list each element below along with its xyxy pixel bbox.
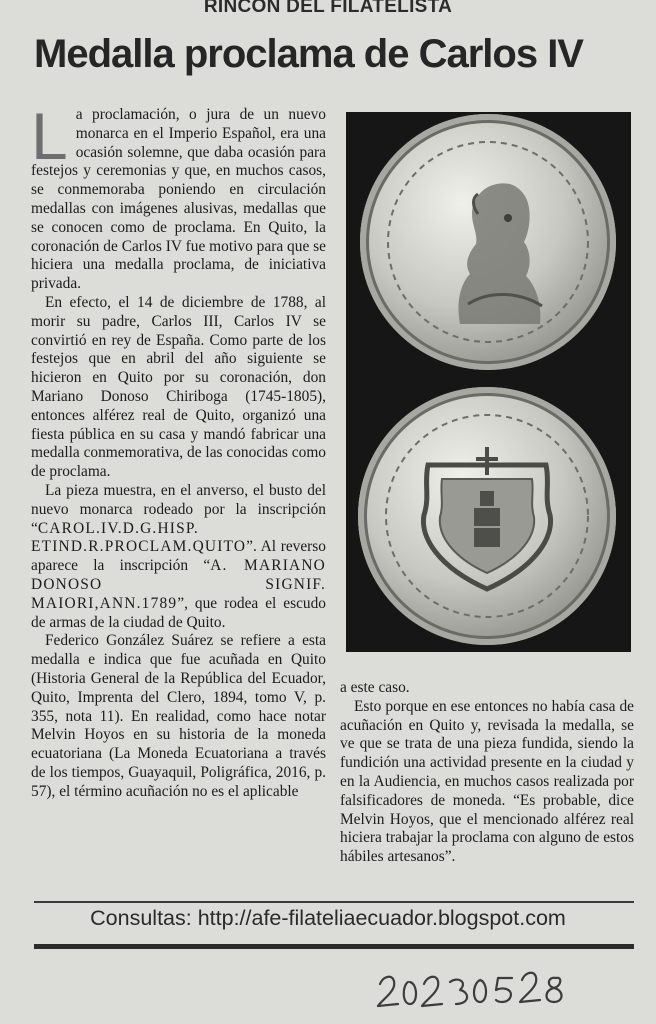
medal-reverse-image bbox=[358, 387, 616, 645]
section-label: RINCON DEL FILATELISTA bbox=[203, 0, 453, 17]
paragraph-5: Esto porque en ese entonces no había casa de acuñación en Quito y, revisada la medalla, se ve que se trata de una pieza fundida, siendo la fundición una actividad presente en la ciudad y en la Audiencia, en muchos casos realizada por falsificadores de moneda. “Es probable, dice Melvin Hoyos, que el mencionado alférez real hiciera trabajar la proclama con alguno de estos hábiles artesanos”. bbox=[340, 697, 634, 866]
bust-icon bbox=[360, 114, 616, 370]
paragraph-3-text-c: ”. Al reverso aparece la inscripción “ bbox=[31, 538, 326, 575]
paragraph-2: En efecto, el 14 de diciembre de 1788, al morir su padre, Carlos III, Carlos IV se convirtió en rey de España. Como parte de los festejos que en abril del año siguiente se hicieron en Quito por su coronación, don Mariano Donoso Chiriboga (1745-1805), entonces alférez real de Quito, organizó una fiesta pública en su casa y mandó fabricar una medalla conmemorativa, de las conocidas como de proclama. bbox=[31, 293, 326, 481]
drop-cap: L bbox=[31, 106, 68, 173]
medal-photo bbox=[346, 112, 631, 652]
paragraph-3-text-a: La pieza muestra, en el anverso, el busto del nuevo monarca rodeado por la inscripción “ bbox=[31, 481, 326, 537]
medal-obverse-image bbox=[360, 114, 616, 370]
coat-of-arms-icon bbox=[358, 387, 616, 645]
article-column-right bbox=[340, 679, 634, 897]
paragraph-4-continued: a este caso. bbox=[340, 679, 410, 696]
article-column-left bbox=[31, 106, 326, 898]
paragraph-3 bbox=[31, 482, 326, 632]
footer-rule-top bbox=[34, 901, 634, 903]
consultas-link[interactable]: Consultas: http://afe-filateliaecuador.blogspot.com bbox=[90, 906, 566, 930]
reverse-inscription: A. MARIANO DONOSO SIGNIF. MAIORI,ANN.1789 bbox=[31, 557, 326, 612]
obverse-inscription: CAROL.IV.D.G.HISP. ETIND.R.PROCLAM.QUITO bbox=[31, 519, 247, 556]
handwritten-date-signature bbox=[372, 960, 572, 1012]
paragraph-1 bbox=[31, 106, 326, 294]
headline: Medalla proclama de Carlos IV bbox=[34, 32, 583, 76]
paragraph-3-text-e: ”, que rodea el escudo de armas de la ciudad de Quito. bbox=[31, 594, 326, 631]
footer-rule-bottom bbox=[34, 944, 634, 949]
paragraph-1-text: a proclamación, o jura de un nuevo monarca en el Imperio Español, era una ocasión solemne, que daba ocasión para festejos y ceremonias y que, en muchos casos, se conmemoraba poniendo en circulación medallas con imágenes alusivas, medallas que se conocen como de proclama. En Quito, la coronación de Carlos IV fue motivo para que se hiciera una medalla proclama, de iniciativa privada. bbox=[31, 106, 326, 293]
paragraph-4: Federico González Suárez se refiere a esta medalla e indica que fue acuñada en Quito (Historia General de la República del Ecuador, Quito, Imprenta del Clero, 1894, tomo V, p. 355, nota 11). En realidad, como hace notar Melvin Hoyos en su historia de la moneda ecuatoriana (La Moneda Ecuatoriana a través de los tiempos, Guayaquil, Poligráfica, 2016, p. 57), el término acuñación no es el aplicable bbox=[31, 632, 326, 800]
